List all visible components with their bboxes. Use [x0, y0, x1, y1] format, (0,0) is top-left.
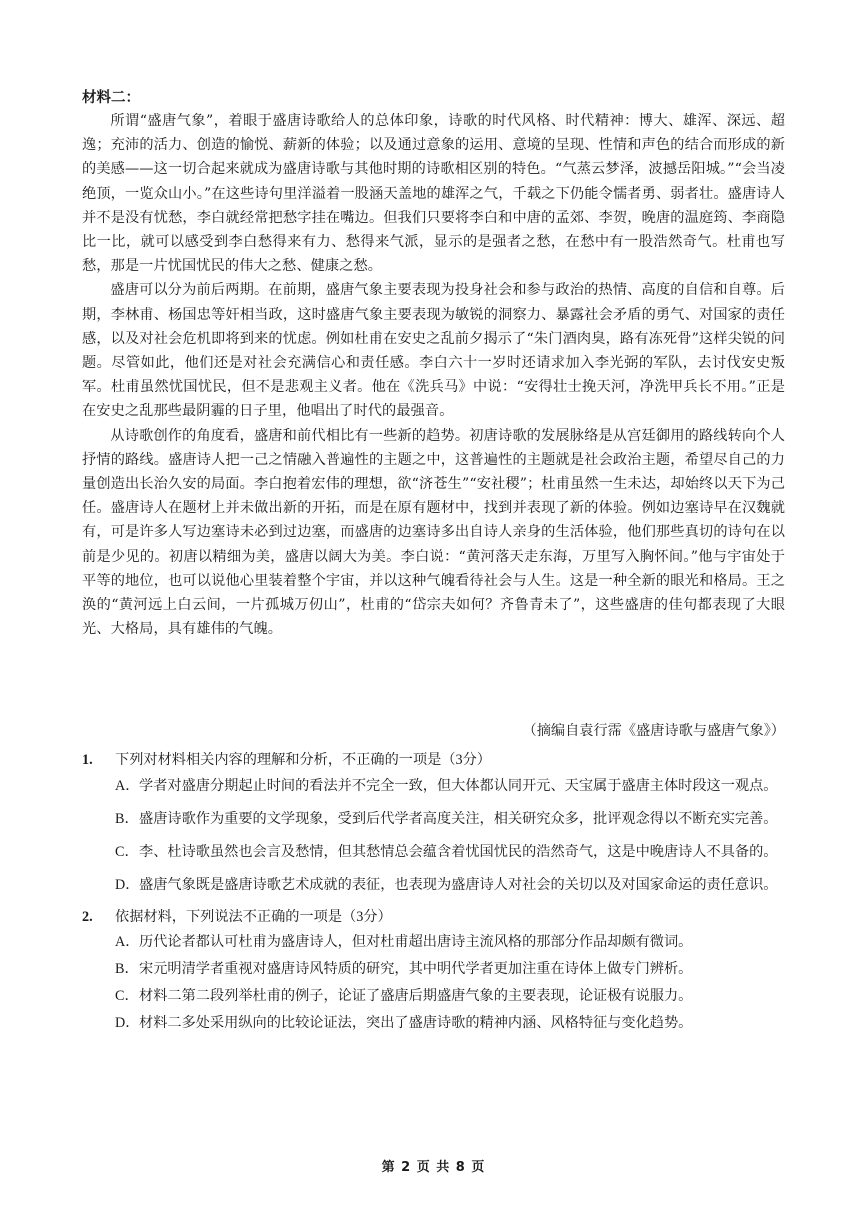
option-text: 材料二第二段列举杜甫的例子，论证了盛唐后期盛唐气象的主要表现，论证极有说服力。 [139, 988, 693, 1004]
question-text: 依据材料，下列说法不正确的一项是（3分） [115, 909, 392, 925]
option-a [115, 929, 788, 956]
source-citation: （摘编自袁行霈《盛唐诗歌与盛唐气象》） [522, 723, 785, 739]
question-number: 2. [82, 909, 93, 925]
option-letter: C． [115, 988, 139, 1004]
option-text: 盛唐气象既是盛唐诗歌艺术成就的表征，也表现为盛唐诗人对社会的关切以及对国家命运的责任意识。 [139, 877, 778, 893]
option-d [115, 1010, 788, 1037]
option-b [115, 805, 788, 833]
option-text: 李、杜诗歌虽然也会言及愁情，但其愁情总会蕴含着忧国忧民的浩然奇气，这是中晚唐诗人不具备的。 [139, 844, 778, 860]
option-letter: B． [115, 811, 139, 827]
page-footer: 第 2 页 共 8 页 [381, 1160, 486, 1175]
option-c [115, 838, 788, 866]
option-d [115, 871, 788, 899]
question-1 [82, 748, 788, 899]
material-heading: 材料二： [82, 90, 140, 106]
option-text: 盛唐诗歌作为重要的文学现象，受到后代学者高度关注，相关研究众多，批评观念得以不断充实完善。 [139, 811, 778, 827]
passage [82, 109, 785, 641]
option-text: 历代论者都认可杜甫为盛唐诗人，但对杜甫超出唐诗主流风格的那部分作品却颇有微词。 [139, 934, 693, 950]
option-text: 宋元明清学者重视对盛唐诗风特质的研究，其中明代学者更加注重在诗体上做专门辨析。 [139, 961, 693, 977]
option-letter: D． [115, 877, 140, 893]
passage-paragraph: 盛唐可以分为前后两期。在前期，盛唐气象主要表现为投身社会和参与政治的热情、高度的自信和自尊。后期，李林甫、杨国忠等奸相当政，这时盛唐气象主要表现为敏锐的洞察力、暴露社会矛盾的勇气、对国家的责任感，以及对社会危机即将到来的忧虑。例如杜甫在安史之乱前夕揭示了“朱门酒肉臭，路有冻死骨”这样尖锐的问题。尽管如此，他们还是对社会充满信心和责任感。李白六十一岁时还请求加入李光弼的军队，去讨伐安史叛军。杜甫虽然忧国忧民，但不是悲观主义者。他在《洗兵马》中说：“安得壮士挽天河，净洗甲兵长不用。”正是在安史之乱那些最阴霾的日子里，他唱出了时代的最强音。 [82, 282, 785, 420]
option-letter: B． [115, 961, 139, 977]
question-number: 1. [82, 752, 93, 768]
option-text: 学者对盛唐分期起止时间的看法并不完全一致，但大体都认同开元、天宝属于盛唐主体时段这一观点。 [139, 778, 778, 794]
question-list [82, 748, 788, 1043]
question-stem [82, 748, 788, 772]
option-text: 材料二多处采用纵向的比较论证法，突出了盛唐诗歌的精神内涵、风格特征与变化趋势。 [139, 1015, 693, 1031]
option-a [115, 772, 788, 800]
option-letter: A． [115, 934, 140, 950]
passage-paragraph: 所谓“盛唐气象”，着眼于盛唐诗歌给人的总体印象，诗歌的时代风格、时代精神：博大、雄浑、深远、超逸；充沛的活力、创造的愉悦、薪新的体验；以及通过意象的运用、意境的呈现、性情和声色的结合而形成的新的美感——这一切合起来就成为盛唐诗歌与其他时期的诗歌相区别的特色。“气蒸云梦泽，波撼岳阳城。”“会当凌绝顶，一览众山小。”在这些诗句里洋溢着一股涵天盖地的雄浑之气，千载之下仍能令懦者勇、弱者壮。盛唐诗人并不是没有忧愁，李白就经常把愁字挂在嘴边。但我们只要将李白和中唐的孟郊、李贺，晚唐的温庭筠、李商隐比一比，就可以感受到李白愁得来有力、愁得来气派，显示的是强者之愁，在愁中有一股浩然奇气。杜甫也写愁，那是一片忧国忧民的伟大之愁、健康之愁。 [82, 113, 785, 275]
option-b [115, 956, 788, 983]
question-text: 下列对材料相关内容的理解和分析，不正确的一项是（3分） [115, 752, 491, 768]
passage-paragraph: 从诗歌创作的角度看，盛唐和前代相比有一些新的趋势。初唐诗歌的发展脉络是从宫廷御用的路线转向个人抒情的路线。盛唐诗人把一己之情融入普遍性的主题之中，这普遍性的主题就是社会政治主题，希望尽自己的力量创造出长治久安的局面。李白抱着宏伟的理想，欲“济苍生”“安社稷”；杜甫虽然一生未达，却始终以天下为己任。盛唐诗人在题材上并未做出新的开拓，而是在原有题材中，找到并表现了新的体验。例如边塞诗早在汉魏就有，可是许多人写边塞诗未必到过边塞，而盛唐的边塞诗多出自诗人亲身的生活体验，他们那些真切的诗句在以前是少见的。初唐以精细为美，盛唐以阔大为美。李白说：“黄河落天走东海，万里写入胸怀间。”他与宇宙处于平等的地位，也可以说他心里装着整个宇宙，并以这种气魄看待社会与人生。这是一种全新的眼光和格局。王之涣的“黄河远上白云间，一片孤城万仞山”，杜甫的“岱宗夫如何？齐鲁青未了”，这些盛唐的佳句都表现了大眼光、大格局，具有雄伟的气魄。 [82, 427, 785, 638]
option-c [115, 983, 788, 1010]
option-letter: C． [115, 844, 139, 860]
option-letter: D． [115, 1015, 140, 1031]
question-stem [82, 905, 788, 929]
option-letter: A． [115, 778, 140, 794]
question-2 [82, 905, 788, 1037]
